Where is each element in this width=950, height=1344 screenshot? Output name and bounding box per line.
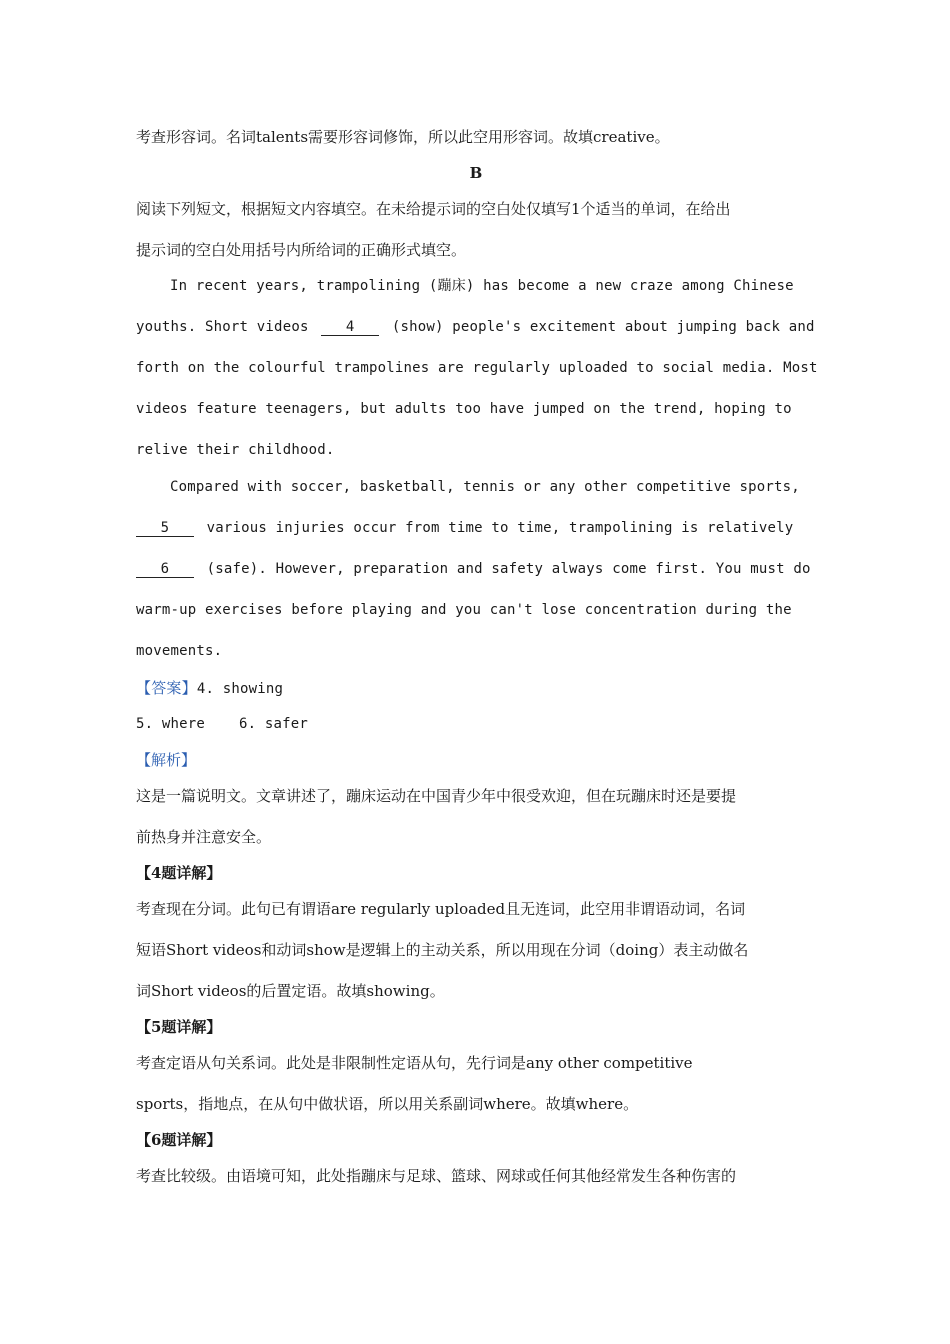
q5-line-2: sports，指地点，在从句中做状语，所以用关系副词where。故填where。: [136, 1095, 639, 1113]
blank-6: 6: [136, 561, 194, 578]
blank-4: 4: [321, 319, 379, 336]
passage-p1-line-1: In recent years, trampolining (蹦床) has become a new craze among Chinese: [170, 278, 794, 294]
answer-label: 【答案】: [136, 679, 197, 697]
answer-5: 5. where: [136, 716, 206, 732]
passage-p1-line-4: videos feature teenagers, but adults too have jumped on the trend, hoping to: [136, 401, 792, 417]
q6-line-1: 考查比较级。由语境可知，此处指蹦床与足球、篮球、网球或任何其他经常发生各种伤害的: [136, 1167, 737, 1185]
section-title: B: [469, 164, 483, 182]
q4-line-1: 考查现在分词。此句已有谓语are regularly uploaded且无连词，此空用非谓语动词，名词: [136, 900, 746, 918]
blank-5: 5: [136, 520, 194, 537]
prev-explanation: 考查形容词。名词talents需要形容词修饰，所以此空用形容词。故填creative。: [136, 128, 670, 146]
q4-line-2: 短语Short videos和动词show是逻辑上的主动关系，所以用现在分词（doing）表主动做名: [136, 941, 749, 959]
passage-text: youths. Short videos: [136, 319, 309, 335]
passage-p1-line-5: relive their childhood.: [136, 442, 335, 458]
passage-p1-line-3: forth on the colourful trampolines are regularly uploaded to social media. Most: [136, 360, 818, 376]
passage-text: (safe). However, preparation and safety always come first. You must do: [206, 561, 811, 577]
passage-p2-line-5: movements.: [136, 643, 223, 659]
q4-title: 【4题详解】: [136, 864, 222, 882]
instructions-line-2: 提示词的空白处用括号内所给词的正确形式填空。: [136, 241, 467, 259]
answer-6: 6. safer: [239, 716, 309, 732]
passage-text: various injuries occur from time to time, trampolining is relatively: [206, 520, 794, 536]
instructions-line-1: 阅读下列短文，根据短文内容填空。在未给提示词的空白处仅填写1个适当的单词，在给出: [136, 200, 731, 218]
q5-title: 【5题详解】: [136, 1018, 222, 1036]
analysis-line-1: 这是一篇说明文。文章讲述了，蹦床运动在中国青少年中很受欢迎，但在玩蹦床时还是要提: [136, 787, 737, 805]
q6-title: 【6题详解】: [136, 1131, 222, 1149]
analysis-label: 【解析】: [136, 751, 197, 769]
passage-p2-line-2: [136, 518, 793, 538]
answer-line-1: [136, 678, 283, 699]
q4-line-3: 词Short videos的后置定语。故填showing。: [136, 982, 445, 1000]
analysis-line-2: 前热身并注意安全。: [136, 828, 272, 846]
answer-line-2: [136, 714, 308, 734]
passage-text: (show) people's excitement about jumping back and: [391, 319, 815, 335]
answer-4: 4. showing: [196, 681, 284, 697]
passage-p1-line-2: [136, 317, 815, 337]
passage-p2-line-1: Compared with soccer, basketball, tennis or any other competitive sports,: [170, 479, 800, 495]
q5-line-1: 考查定语从句关系词。此处是非限制性定语从句，先行词是any other competitive: [136, 1054, 693, 1072]
passage-p2-line-3: [136, 559, 811, 579]
passage-p2-line-4: warm-up exercises before playing and you can't lose concentration during the: [136, 602, 792, 618]
